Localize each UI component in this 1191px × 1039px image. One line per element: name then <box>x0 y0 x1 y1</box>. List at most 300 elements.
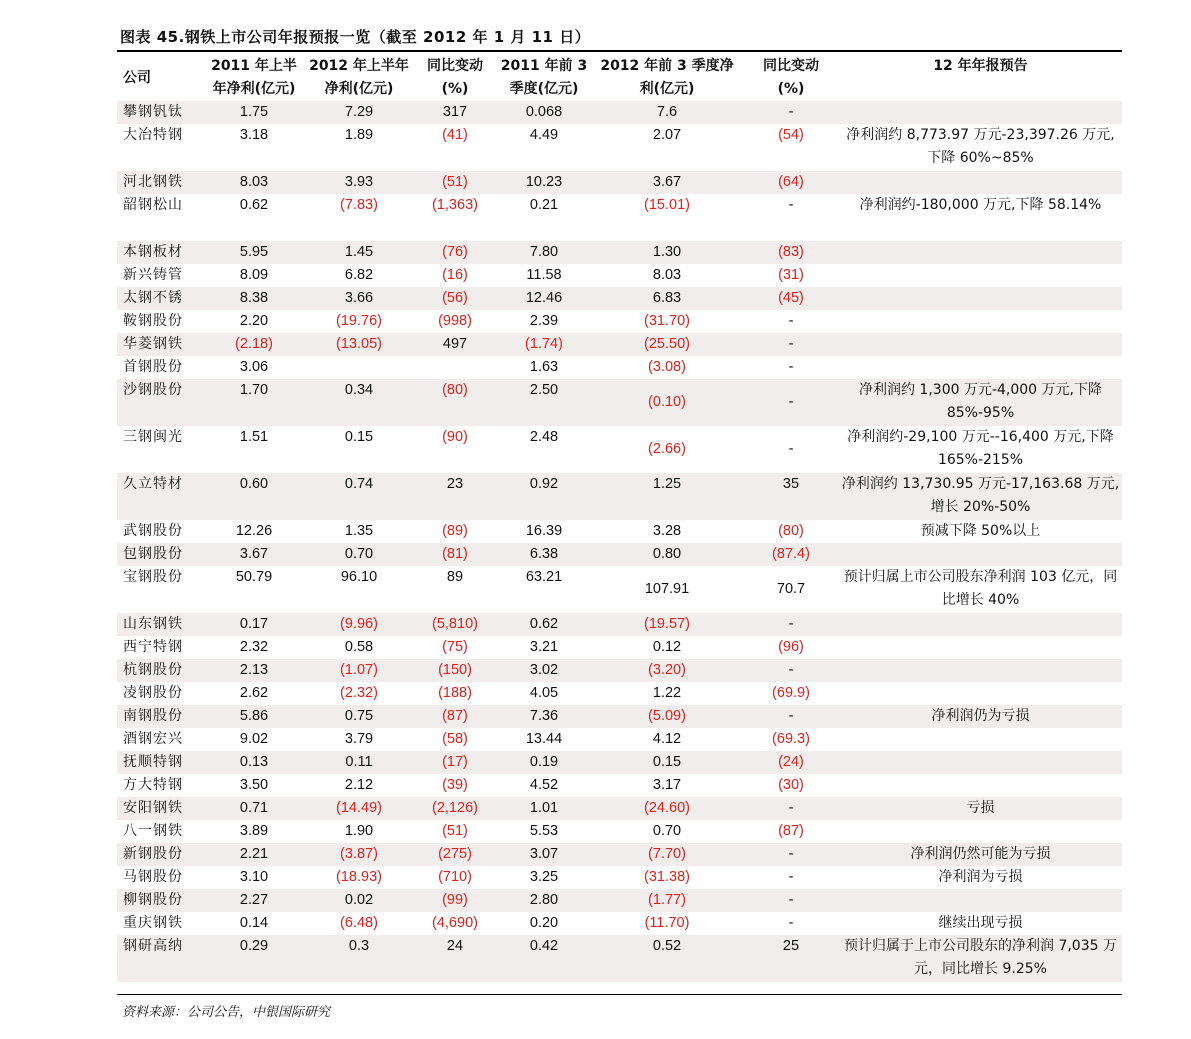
value-cell-c6: 70.7 <box>776 581 806 597</box>
forecast-cell: 净利润为亏损 <box>938 869 1023 885</box>
value-cell-c6: - <box>743 705 839 728</box>
header-h2-line1: 2012 年上半年 <box>309 58 409 74</box>
value-cell-c3: (80) <box>413 379 497 426</box>
value-cell-c2: 1.35 <box>344 523 374 539</box>
value-cell-c5: (7.70) <box>591 843 743 866</box>
value-cell-c1: 0.60 <box>203 473 305 520</box>
company-name-cell: 三钢闽光 <box>123 429 183 445</box>
table-row <box>117 543 1122 566</box>
table-row <box>117 659 1122 682</box>
value-cell-c5: (19.57) <box>591 613 743 636</box>
value-cell-c4: 2.80 <box>497 889 591 912</box>
value-cell-c5: (31.70) <box>644 313 690 329</box>
value-cell-c4: 3.07 <box>497 843 591 866</box>
value-cell-c5: (3.20) <box>591 659 743 682</box>
value-cell-c5: (3.08) <box>648 359 686 375</box>
value-cell-c6: - <box>788 869 794 885</box>
value-cell-c1: 2.20 <box>239 313 269 329</box>
value-cell-c2: (2.32) <box>340 685 378 701</box>
value-cell-c6: - <box>788 359 794 375</box>
value-cell-c2: 2.12 <box>344 777 374 793</box>
forecast-cell: 净利润约-29,100 万元--16,400 万元,下降 165%-215% <box>847 429 1114 468</box>
value-cell-c6: (87.4) <box>743 543 839 566</box>
value-cell-c3: 317 <box>413 101 497 124</box>
value-cell-c2: 3.79 <box>344 731 374 747</box>
header-company: 公司 <box>123 69 151 86</box>
value-cell-c5: 1.25 <box>591 473 743 520</box>
forecast-cell <box>839 751 1122 774</box>
value-cell-c3: (51) <box>413 171 497 194</box>
value-cell-c2: 1.89 <box>344 127 374 143</box>
forecast-cell <box>839 728 1122 751</box>
company-name-cell: 马钢股份 <box>123 869 183 885</box>
value-cell-c1: 5.86 <box>203 705 305 728</box>
company-name-cell: 酒钢宏兴 <box>123 731 183 747</box>
value-cell-c4: 6.38 <box>497 543 591 566</box>
value-cell-c5: 2.07 <box>652 127 682 143</box>
value-cell-c5: (25.50) <box>591 333 743 356</box>
value-cell-c4: (1.74) <box>497 333 591 356</box>
value-cell-c4: 0.21 <box>529 197 559 213</box>
value-cell-c2: 0.75 <box>305 705 413 728</box>
company-name-cell: 新钢股份 <box>117 843 203 866</box>
header-h1-2011-net-profit <box>203 55 305 101</box>
value-cell-c6: (96) <box>778 639 804 655</box>
value-cell-c4: 7.36 <box>497 705 591 728</box>
value-cell-c3: (75) <box>442 639 468 655</box>
value-cell-c6: (87) <box>778 823 804 839</box>
forecast-cell <box>839 171 1122 194</box>
company-name-cell: 凌钢股份 <box>123 685 183 701</box>
value-cell-c1: 3.50 <box>239 777 269 793</box>
value-cell-c6: - <box>743 843 839 866</box>
forecast-cell: 净利润约-180,000 万元,下降 58.14% <box>859 197 1102 213</box>
table-row <box>117 379 1122 426</box>
company-name-cell: 鞍钢股份 <box>123 313 183 329</box>
value-cell-c4: 0.62 <box>497 613 591 636</box>
company-name-cell: 抚顺特钢 <box>117 751 203 774</box>
forecast-cell <box>839 356 1122 379</box>
value-cell-c6: - <box>743 797 839 820</box>
value-cell-c5: (1.77) <box>591 889 743 912</box>
value-cell-c4: 16.39 <box>525 523 563 539</box>
header-row <box>117 55 1122 101</box>
value-cell-c5: 0.12 <box>652 639 682 655</box>
forecast-cell <box>839 613 1122 636</box>
value-cell-c1: 0.71 <box>203 797 305 820</box>
value-cell-c4: 0.19 <box>497 751 591 774</box>
header-annual-forecast: 12 年年报预告 <box>933 58 1028 74</box>
value-cell-c6: - <box>743 613 839 636</box>
steel-earnings-table <box>117 55 1122 982</box>
value-cell-c4: 5.53 <box>529 823 559 839</box>
table-row <box>117 774 1122 797</box>
value-cell-c3: (150) <box>413 659 497 682</box>
value-cell-c1: 8.09 <box>239 267 269 283</box>
value-cell-c4: 2.39 <box>529 313 559 329</box>
header-h4-line1: 2011 年前 3 <box>500 58 588 74</box>
value-cell-c2: (14.49) <box>305 797 413 820</box>
value-cell-c3: 23 <box>413 473 497 520</box>
value-cell-c1: (2.18) <box>203 333 305 356</box>
table-row <box>117 473 1122 520</box>
value-cell-c5: 7.6 <box>591 101 743 124</box>
forecast-cell <box>839 287 1122 310</box>
value-cell-c5: (2.66) <box>648 441 686 457</box>
table-row <box>117 264 1122 287</box>
table-row <box>117 866 1122 889</box>
forecast-cell: 预减下降 50%以上 <box>920 523 1041 539</box>
header-q3-2011 <box>497 55 591 101</box>
value-cell-c2: 0.70 <box>305 543 413 566</box>
forecast-cell: 预计归属于上市公司股东的净利润 7,035 万元，同比增长 9.25% <box>839 935 1122 982</box>
value-cell-c3: (56) <box>413 287 497 310</box>
header-q3-2012 <box>591 55 743 101</box>
value-cell-c6: - <box>743 333 839 356</box>
value-cell-c4: 1.63 <box>529 359 559 375</box>
company-name-cell: 重庆钢铁 <box>123 915 183 931</box>
table-row <box>117 636 1122 659</box>
value-cell-c1: 3.06 <box>239 359 269 375</box>
value-cell-c2: 3.66 <box>305 287 413 310</box>
value-cell-c1: 2.13 <box>203 659 305 682</box>
company-name-cell: 西宁特钢 <box>123 639 183 655</box>
company-name-cell: 韶钢松山 <box>123 197 183 213</box>
value-cell-c3: (51) <box>442 823 468 839</box>
value-cell-c5: 3.67 <box>591 171 743 194</box>
table-row <box>117 797 1122 820</box>
value-cell-c3: (39) <box>442 777 468 793</box>
value-cell-c2: 0.74 <box>305 473 413 520</box>
header-h5-line2: 利(亿元) <box>639 81 695 97</box>
value-cell-c5: 0.52 <box>591 935 743 982</box>
forecast-cell: 预计归属上市公司股东净利润 103 亿元，同比增长 40% <box>843 569 1118 608</box>
value-cell-c3: (41) <box>442 127 468 143</box>
value-cell-c3: (710) <box>438 869 472 885</box>
top-rule <box>117 50 1122 52</box>
value-cell-c3: (58) <box>442 731 468 747</box>
value-cell-c6: (54) <box>778 127 804 143</box>
forecast-cell: 亏损 <box>839 797 1122 820</box>
bottom-rule <box>117 994 1122 995</box>
forecast-cell: 净利润仍然可能为亏损 <box>839 843 1122 866</box>
value-cell-c5: 0.70 <box>652 823 682 839</box>
value-cell-c1: 8.38 <box>203 287 305 310</box>
forecast-cell <box>839 774 1122 797</box>
value-cell-c1: 3.89 <box>239 823 269 839</box>
value-cell-c6: - <box>743 101 839 124</box>
value-cell-c5: (24.60) <box>591 797 743 820</box>
value-cell-c2 <box>305 356 413 379</box>
value-cell-c1: 12.26 <box>235 523 273 539</box>
company-name-cell: 久立特材 <box>117 473 203 520</box>
value-cell-c1: 1.70 <box>203 379 305 426</box>
forecast-cell <box>839 659 1122 682</box>
value-cell-c1: 2.27 <box>203 889 305 912</box>
company-name-cell: 宝钢股份 <box>123 569 183 585</box>
value-cell-c6: (69.9) <box>772 685 810 701</box>
value-cell-c3: (76) <box>413 241 497 264</box>
value-cell-c3: (188) <box>438 685 472 701</box>
value-cell-c6: (80) <box>778 523 804 539</box>
header-yoy-change-1 <box>413 55 497 101</box>
value-cell-c5: 3.17 <box>652 777 682 793</box>
value-cell-c3: (87) <box>413 705 497 728</box>
value-cell-c3 <box>413 356 497 379</box>
value-cell-c5: 3.28 <box>652 523 682 539</box>
value-cell-c1: 2.62 <box>239 685 269 701</box>
forecast-cell <box>839 820 1122 843</box>
value-cell-c6: - <box>788 441 794 457</box>
forecast-cell <box>839 333 1122 356</box>
value-cell-c6: 25 <box>743 935 839 982</box>
value-cell-c3: (99) <box>413 889 497 912</box>
value-cell-c3: (998) <box>438 313 472 329</box>
value-cell-c4: 3.02 <box>497 659 591 682</box>
table-row <box>117 820 1122 843</box>
table-body <box>117 101 1122 982</box>
value-cell-c1: 50.79 <box>235 569 273 585</box>
value-cell-c3: (17) <box>413 751 497 774</box>
value-cell-c3: (4,690) <box>432 915 478 931</box>
value-cell-c5: 8.03 <box>652 267 682 283</box>
value-cell-c1: 0.62 <box>239 197 269 213</box>
header-h1-2012-net-profit <box>305 55 413 101</box>
value-cell-c5: 107.91 <box>644 581 690 597</box>
value-cell-c5: (0.10) <box>591 379 743 426</box>
table-row <box>117 520 1122 543</box>
value-cell-c6: - <box>788 915 794 931</box>
value-cell-c1: 1.75 <box>203 101 305 124</box>
table-row <box>117 124 1122 171</box>
value-cell-c3: (5,810) <box>413 613 497 636</box>
value-cell-c4: 4.52 <box>529 777 559 793</box>
forecast-cell: 继续出现亏损 <box>938 915 1023 931</box>
value-cell-c5: 1.22 <box>652 685 682 701</box>
value-cell-c4: 2.50 <box>497 379 591 426</box>
value-cell-c2: 1.90 <box>344 823 374 839</box>
header-h1-line2: 年净利(亿元) <box>212 81 296 97</box>
value-cell-c5: 4.12 <box>652 731 682 747</box>
value-cell-c2: (1.07) <box>305 659 413 682</box>
source-note: 资料来源：公司公告，中银国际研究 <box>122 1005 331 1020</box>
header-h2-line2: 净利(亿元) <box>324 81 394 97</box>
forecast-cell: 净利润约 1,300 万元-4,000 万元,下降 85%-95% <box>839 379 1122 426</box>
value-cell-c6: - <box>788 313 794 329</box>
value-cell-c1: 2.21 <box>203 843 305 866</box>
value-cell-c6: (24) <box>743 751 839 774</box>
forecast-cell <box>839 101 1122 124</box>
table-row <box>117 682 1122 705</box>
value-cell-c6: - <box>788 197 794 213</box>
value-cell-c4: 7.80 <box>497 241 591 264</box>
value-cell-c3: 89 <box>446 569 464 585</box>
value-cell-c4: 4.49 <box>529 127 559 143</box>
company-name-cell: 首钢股份 <box>123 359 183 375</box>
value-cell-c2: (3.87) <box>305 843 413 866</box>
table-row <box>117 912 1122 935</box>
value-cell-c4: 1.01 <box>497 797 591 820</box>
table-row <box>117 287 1122 310</box>
company-name-cell: 南钢股份 <box>117 705 203 728</box>
value-cell-c4: 63.21 <box>525 569 563 585</box>
value-cell-c3: (90) <box>442 429 468 445</box>
table-row <box>117 751 1122 774</box>
value-cell-c6: (30) <box>778 777 804 793</box>
value-cell-c3: (1,363) <box>432 197 478 213</box>
table-row <box>117 566 1122 613</box>
company-name-cell: 华菱钢铁 <box>117 333 203 356</box>
value-cell-c3: (275) <box>413 843 497 866</box>
value-cell-c2: 3.93 <box>305 171 413 194</box>
value-cell-c1: 3.18 <box>239 127 269 143</box>
table-row <box>117 705 1122 728</box>
forecast-cell <box>839 682 1122 705</box>
value-cell-c2: (7.83) <box>340 197 378 213</box>
value-cell-c5: (31.38) <box>644 869 690 885</box>
value-cell-c2: 0.11 <box>305 751 413 774</box>
value-cell-c6: - <box>743 659 839 682</box>
value-cell-c4: 0.92 <box>497 473 591 520</box>
forecast-cell <box>839 889 1122 912</box>
value-cell-c5: 0.80 <box>591 543 743 566</box>
company-name-cell: 本钢板材 <box>117 241 203 264</box>
value-cell-c4: 11.58 <box>526 267 562 283</box>
forecast-cell <box>839 241 1122 264</box>
forecast-cell: 净利润仍为亏损 <box>839 705 1122 728</box>
header-h6-line2: (%) <box>777 81 805 97</box>
value-cell-c6: (64) <box>743 171 839 194</box>
value-cell-c2: (13.05) <box>305 333 413 356</box>
value-cell-c1: 0.29 <box>203 935 305 982</box>
table-row <box>117 889 1122 912</box>
company-name-cell: 钢研高纳 <box>117 935 203 982</box>
value-cell-c4: 0.42 <box>497 935 591 982</box>
table-row <box>117 843 1122 866</box>
forecast-cell: 净利润约 13,730.95 万元-17,163.68 万元,增长 20%-50% <box>839 473 1122 520</box>
company-name-cell: 河北钢铁 <box>117 171 203 194</box>
value-cell-c2: 0.58 <box>344 639 374 655</box>
company-name-cell: 新兴铸管 <box>123 267 183 283</box>
value-cell-c3: (16) <box>442 267 468 283</box>
value-cell-c2: 6.82 <box>344 267 374 283</box>
company-name-cell: 方大特钢 <box>123 777 183 793</box>
value-cell-c4: 10.23 <box>497 171 591 194</box>
value-cell-c6: (45) <box>743 287 839 310</box>
table-row <box>117 333 1122 356</box>
company-name-cell: 大冶特钢 <box>123 127 183 143</box>
forecast-cell <box>839 264 1122 287</box>
value-cell-c2: 0.15 <box>344 429 374 445</box>
value-cell-c3: (89) <box>442 523 468 539</box>
value-cell-c1: 0.14 <box>239 915 269 931</box>
forecast-cell <box>839 543 1122 566</box>
value-cell-c1: 5.95 <box>203 241 305 264</box>
value-cell-c4: 3.21 <box>529 639 559 655</box>
value-cell-c1: 0.13 <box>203 751 305 774</box>
value-cell-c4: 2.48 <box>529 429 559 445</box>
value-cell-c4: 0.20 <box>529 915 559 931</box>
value-cell-c3: (2,126) <box>413 797 497 820</box>
value-cell-c1: 2.32 <box>239 639 269 655</box>
value-cell-c2: 96.10 <box>340 569 378 585</box>
table-row <box>117 101 1122 124</box>
header-h6-line1: 同比变动 <box>763 58 819 74</box>
value-cell-c6: 35 <box>743 473 839 520</box>
value-cell-c3: (81) <box>413 543 497 566</box>
value-cell-c2: (6.48) <box>340 915 378 931</box>
header-h5-line1: 2012 年前 3 季度净 <box>600 58 734 74</box>
value-cell-c2: 1.45 <box>305 241 413 264</box>
company-name-cell: 武钢股份 <box>123 523 183 539</box>
value-cell-c2: (9.96) <box>305 613 413 636</box>
header-h3-line1: 同比变动 <box>427 58 483 74</box>
header-h4-line2: 季度(亿元) <box>509 81 579 97</box>
value-cell-c3: 24 <box>413 935 497 982</box>
value-cell-c2: 0.34 <box>305 379 413 426</box>
table-row <box>117 241 1122 264</box>
table-row <box>117 935 1122 982</box>
company-name-cell: 攀钢钒钛 <box>117 101 203 124</box>
company-name-cell: 柳钢股份 <box>117 889 203 912</box>
value-cell-c4: 13.44 <box>525 731 563 747</box>
value-cell-c6: - <box>743 889 839 912</box>
company-name-cell: 包钢股份 <box>117 543 203 566</box>
value-cell-c1: 9.02 <box>239 731 269 747</box>
value-cell-c1: 3.10 <box>239 869 269 885</box>
value-cell-c1: 1.51 <box>239 429 269 445</box>
value-cell-c2: 7.29 <box>305 101 413 124</box>
forecast-cell <box>839 310 1122 333</box>
header-yoy-change-2 <box>743 55 839 101</box>
value-cell-c5: 1.30 <box>591 241 743 264</box>
value-cell-c2: (19.76) <box>336 313 382 329</box>
value-cell-c5: (5.09) <box>591 705 743 728</box>
value-cell-c2: (18.93) <box>336 869 382 885</box>
value-cell-c6: (69.3) <box>772 731 810 747</box>
table-row <box>117 194 1122 241</box>
value-cell-c1: 0.17 <box>203 613 305 636</box>
company-name-cell: 八一钢铁 <box>123 823 183 839</box>
value-cell-c1: 3.67 <box>203 543 305 566</box>
value-cell-c3: 497 <box>413 333 497 356</box>
table-row <box>117 171 1122 194</box>
value-cell-c4: 3.25 <box>529 869 559 885</box>
value-cell-c5: (11.70) <box>644 915 690 931</box>
value-cell-c4: 4.05 <box>529 685 559 701</box>
table-row <box>117 728 1122 751</box>
header-h1-line1: 2011 年上半 <box>211 58 297 74</box>
company-name-cell: 杭钢股份 <box>117 659 203 682</box>
value-cell-c6: (31) <box>778 267 804 283</box>
value-cell-c2: 0.02 <box>305 889 413 912</box>
value-cell-c5: (15.01) <box>644 197 690 213</box>
table-row <box>117 356 1122 379</box>
value-cell-c6: (83) <box>743 241 839 264</box>
table-row <box>117 613 1122 636</box>
company-name-cell: 太钢不锈 <box>117 287 203 310</box>
company-name-cell: 沙钢股份 <box>117 379 203 426</box>
forecast-cell: 净利润约 8,773.97 万元-23,397.26 万元,下降 60%~85% <box>846 127 1115 166</box>
company-name-cell: 山东钢铁 <box>117 613 203 636</box>
header-h3-line2: (%) <box>441 81 469 97</box>
company-name-cell: 安阳钢铁 <box>117 797 203 820</box>
value-cell-c4: 0.068 <box>497 101 591 124</box>
value-cell-c6: - <box>743 379 839 426</box>
table-row <box>117 426 1122 473</box>
forecast-cell <box>839 636 1122 659</box>
value-cell-c4: 12.46 <box>497 287 591 310</box>
